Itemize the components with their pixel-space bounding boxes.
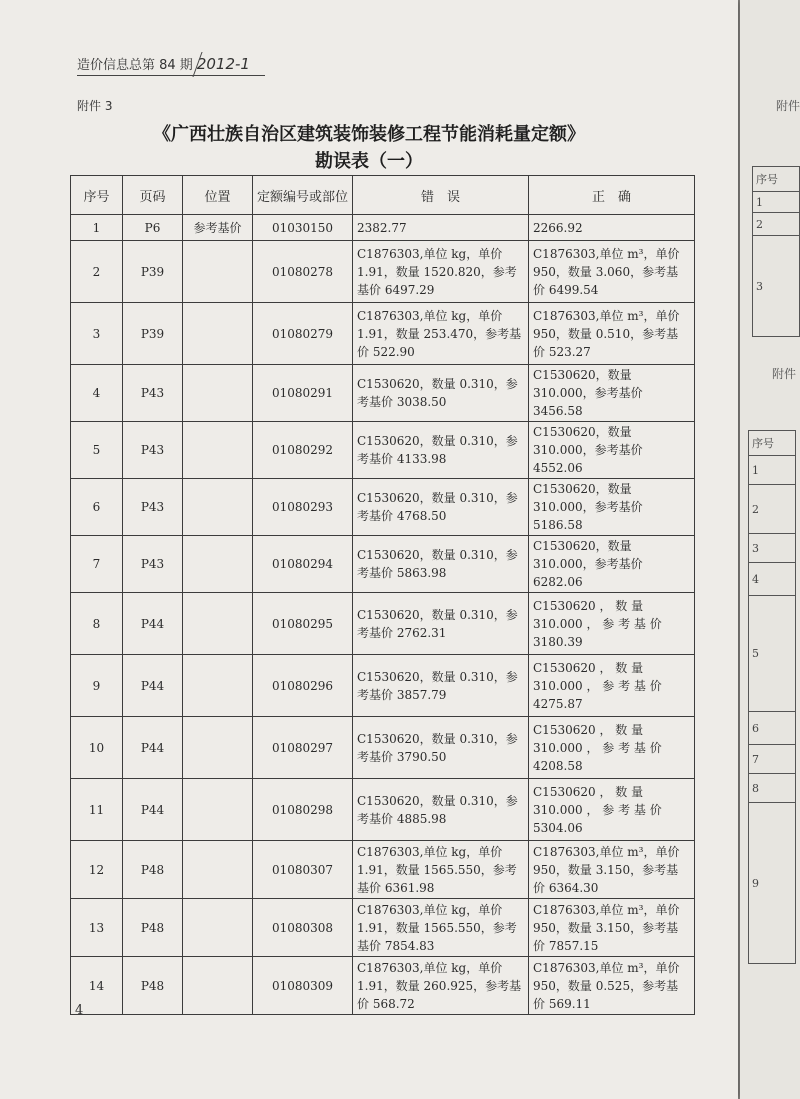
document-title: 《广西壮族自治区建筑装饰装修工程节能消耗量定额》 [153,124,585,145]
issue-number: 2012-1 [196,55,250,73]
adjacent-row-no: 9 [749,803,796,964]
cell-code: 01080279 [253,303,353,365]
cell-correct: C1530620，数量 310.000，参考基价 5186.58 [529,479,695,536]
cell-no: 14 [71,957,123,1015]
cell-wrong: C1530620，数量 0.310，参考基价 3857.79 [353,655,529,717]
cell-position [183,303,253,365]
cell-page: P44 [123,655,183,717]
cell-no: 3 [71,303,123,365]
table-row [71,779,695,841]
adjacent-row-no: 1 [749,456,796,485]
cell-page: P48 [123,899,183,957]
adjacent-table-upper [752,166,800,337]
cell-position [183,479,253,536]
cell-page: P6 [123,215,183,241]
table-body [71,215,695,1015]
header-rule [77,75,265,76]
cell-code: 01030150 [253,215,353,241]
cell-position [183,899,253,957]
cell-code: 01080291 [253,365,353,422]
table-row [71,422,695,479]
cell-correct: C1876303,单位 m³，单价 950，数量 3.150，参考基价 6364.30 [529,841,695,899]
cell-correct: 2266.92 [529,215,695,241]
cell-code: 01080309 [253,957,353,1015]
cell-position [183,593,253,655]
table-row [71,215,695,241]
cell-page: P39 [123,303,183,365]
cell-page: P44 [123,717,183,779]
cell-no: 5 [71,422,123,479]
cell-no: 9 [71,655,123,717]
cell-wrong: C1530620，数量 0.310，参考基价 3790.50 [353,717,529,779]
adjacent-row-no: 1 [753,192,800,213]
running-title: 造价信息总第 84 期 [77,58,193,73]
cell-code: 01080307 [253,841,353,899]
adjacent-row-no: 7 [749,745,796,774]
adjacent-row-no: 6 [749,712,796,745]
cell-correct: C1530620 ， 数 量 310.000 ， 参 考 基 价 4275.87 [529,655,695,717]
cell-correct: C1530620 ， 数 量 310.000 ， 参 考 基 价 4208.58 [529,717,695,779]
cell-wrong: C1876303,单位 kg，单价 1.91，数量 253.470，参考基价 522.90 [353,303,529,365]
cell-code: 01080295 [253,593,353,655]
attachment-label: 附件 3 [77,99,113,113]
cell-page: P43 [123,479,183,536]
cell-correct: C1530620 ， 数 量 310.000 ， 参 考 基 价 5304.06 [529,779,695,841]
running-header [77,54,250,73]
cell-correct: C1530620，数量 310.000，参考基价 3456.58 [529,365,695,422]
cell-no: 7 [71,536,123,593]
cell-position [183,957,253,1015]
cell-wrong: C1530620，数量 0.310，参考基价 2762.31 [353,593,529,655]
cell-correct: C1530620，数量 310.000，参考基价 6282.06 [529,536,695,593]
cell-no: 11 [71,779,123,841]
column-header-no: 序号 [71,176,123,215]
cell-wrong: 2382.77 [353,215,529,241]
cell-position [183,241,253,303]
page-number: 4 [75,1003,84,1018]
cell-wrong: C1530620，数量 0.310，参考基价 5863.98 [353,536,529,593]
cell-no: 4 [71,365,123,422]
table-row [71,365,695,422]
adjacent-page [740,0,800,1099]
column-header-wrong: 错 误 [353,176,529,215]
cell-page: P48 [123,957,183,1015]
cell-page: P43 [123,365,183,422]
cell-code: 01080278 [253,241,353,303]
cell-correct: C1530620，数量 310.000，参考基价 4552.06 [529,422,695,479]
cell-correct: C1530620 ， 数 量 310.000 ， 参 考 基 价 3180.39 [529,593,695,655]
adjacent-row-no: 3 [749,534,796,563]
cell-wrong: C1530620，数量 0.310，参考基价 4768.50 [353,479,529,536]
cell-no: 8 [71,593,123,655]
errata-table [70,175,695,1015]
adjacent-table-lower [748,430,796,964]
cell-position [183,365,253,422]
cell-code: 01080294 [253,536,353,593]
cell-correct: C1876303,单位 m³，单价 950，数量 0.510，参考基价 523.27 [529,303,695,365]
table-row [71,479,695,536]
table-header-row [71,176,695,215]
adjacent-row-no: 2 [753,213,800,236]
cell-page: P44 [123,593,183,655]
cell-wrong: C1876303,单位 kg，单价 1.91，数量 1520.820，参考基价 6497.29 [353,241,529,303]
cell-no: 13 [71,899,123,957]
cell-wrong: C1876303,单位 kg，单价 1.91，数量 1565.550，参考基价 6361.98 [353,841,529,899]
cell-position [183,717,253,779]
cell-no: 10 [71,717,123,779]
cell-correct: C1876303,单位 m³，单价 950，数量 3.060，参考基价 6499.54 [529,241,695,303]
cell-position [183,536,253,593]
cell-position [183,779,253,841]
cell-wrong: C1530620，数量 0.310，参考基价 3038.50 [353,365,529,422]
document-subtitle: 勘误表（一） [315,151,423,172]
cell-code: 01080292 [253,422,353,479]
cell-code: 01080296 [253,655,353,717]
cell-wrong: C1876303,单位 kg，单价 1.91，数量 260.925，参考基价 568.72 [353,957,529,1015]
cell-code: 01080297 [253,717,353,779]
cell-wrong: C1876303,单位 kg，单价 1.91，数量 1565.550，参考基价 7854.83 [353,899,529,957]
adjacent-row-no: 4 [749,563,796,596]
column-header-code: 定额编号或部位 [253,176,353,215]
table-row [71,957,695,1015]
cell-no: 12 [71,841,123,899]
cell-position [183,655,253,717]
table-row [71,593,695,655]
table-row [71,536,695,593]
adjacent-label-top: 附件 [776,99,800,113]
cell-no: 1 [71,215,123,241]
column-header-correct: 正 确 [529,176,695,215]
cell-code: 01080298 [253,779,353,841]
adjacent-col-header: 序号 [753,167,800,192]
cell-no: 6 [71,479,123,536]
table-row [71,655,695,717]
column-header-position: 位置 [183,176,253,215]
cell-position [183,422,253,479]
table-row [71,241,695,303]
adjacent-row-no: 2 [749,485,796,534]
cell-wrong: C1530620，数量 0.310，参考基价 4133.98 [353,422,529,479]
adjacent-label-mid: 附件 [772,367,797,381]
cell-page: P48 [123,841,183,899]
adjacent-row-no: 5 [749,596,796,712]
adjacent-row-no: 8 [749,774,796,803]
cell-correct: C1876303,单位 m³，单价 950，数量 3.150，参考基价 7857.15 [529,899,695,957]
cell-page: P43 [123,536,183,593]
cell-position [183,841,253,899]
cell-position: 参考基价 [183,215,253,241]
adjacent-col-header: 序号 [749,431,796,456]
table-row [71,841,695,899]
cell-correct: C1876303,单位 m³，单价 950，数量 0.525，参考基价 569.11 [529,957,695,1015]
cell-page: P44 [123,779,183,841]
table-row [71,899,695,957]
cell-wrong: C1530620，数量 0.310，参考基价 4885.98 [353,779,529,841]
column-header-page: 页码 [123,176,183,215]
table-row [71,303,695,365]
cell-code: 01080308 [253,899,353,957]
table-row [71,717,695,779]
cell-page: P39 [123,241,183,303]
cell-no: 2 [71,241,123,303]
cell-page: P43 [123,422,183,479]
adjacent-row-no: 3 [753,236,800,337]
cell-code: 01080293 [253,479,353,536]
